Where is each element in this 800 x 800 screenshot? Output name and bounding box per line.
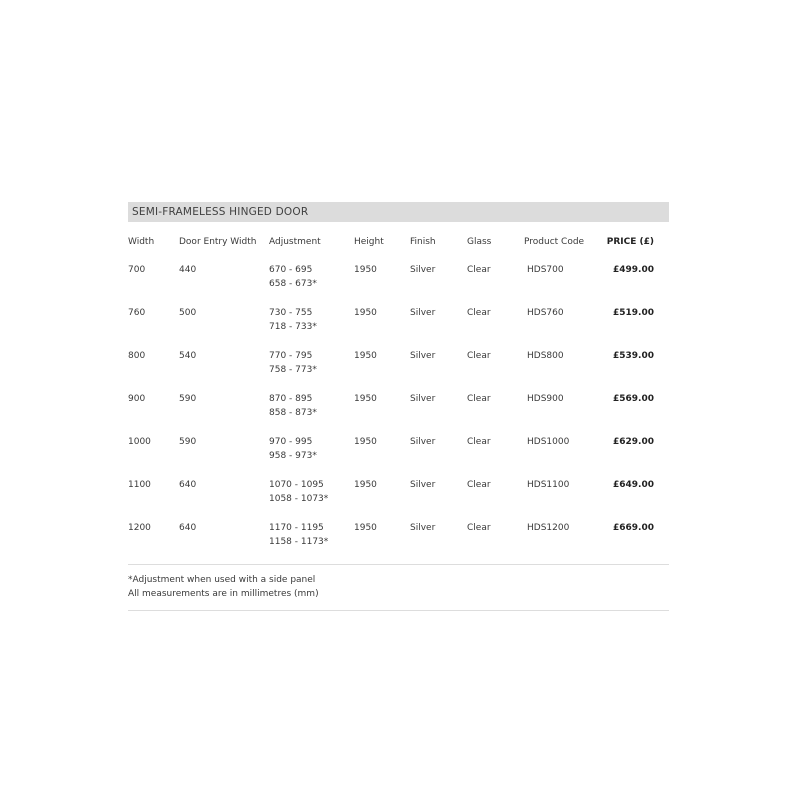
cell-product-code: HDS800 bbox=[527, 351, 564, 361]
cell-product-code: HDS700 bbox=[527, 265, 564, 275]
cell-door-entry-width: 640 bbox=[179, 480, 197, 490]
cell-door-entry-width: 640 bbox=[179, 523, 197, 533]
cell-door-entry-width: 590 bbox=[179, 437, 197, 447]
cell-height: 1950 bbox=[354, 308, 377, 318]
cell-glass: Clear bbox=[467, 265, 491, 275]
cell-finish: Silver bbox=[410, 351, 436, 361]
adjustment-range-side-panel: 718 - 733* bbox=[269, 322, 317, 332]
adjustment-range-side-panel: 758 - 773* bbox=[269, 365, 317, 375]
col-header-adjustment: Adjustment bbox=[269, 237, 321, 247]
cell-glass: Clear bbox=[467, 480, 491, 490]
cell-price: £629.00 bbox=[613, 437, 654, 447]
cell-finish: Silver bbox=[410, 480, 436, 490]
adjustment-range: 970 - 995 bbox=[269, 437, 313, 447]
cell-finish: Silver bbox=[410, 265, 436, 275]
table-row bbox=[128, 249, 669, 306]
cell-adjustment bbox=[269, 478, 354, 521]
table-row bbox=[128, 478, 669, 521]
cell-height: 1950 bbox=[354, 523, 377, 533]
cell-door-entry-width: 590 bbox=[179, 394, 197, 404]
cell-width: 760 bbox=[128, 308, 146, 318]
cell-width: 800 bbox=[128, 351, 146, 361]
cell-adjustment bbox=[269, 349, 354, 392]
adjustment-range: 1070 - 1095 bbox=[269, 480, 324, 490]
cell-price: £669.00 bbox=[613, 523, 654, 533]
cell-product-code: HDS1200 bbox=[527, 523, 570, 533]
cell-width: 700 bbox=[128, 265, 146, 275]
table-row bbox=[128, 306, 669, 349]
cell-adjustment bbox=[269, 435, 354, 478]
table-header-row bbox=[128, 235, 669, 249]
cell-price: £649.00 bbox=[613, 480, 654, 490]
cell-width: 1200 bbox=[128, 523, 151, 533]
cell-finish: Silver bbox=[410, 523, 436, 533]
cell-price: £539.00 bbox=[613, 351, 654, 361]
adjustment-range: 870 - 895 bbox=[269, 394, 313, 404]
table-row bbox=[128, 435, 669, 478]
cell-product-code: HDS1100 bbox=[527, 480, 570, 490]
col-header-product-code: Product Code bbox=[524, 237, 585, 247]
adjustment-range: 670 - 695 bbox=[269, 265, 313, 275]
section-title: SEMI-FRAMELESS HINGED DOOR bbox=[128, 202, 669, 222]
cell-height: 1950 bbox=[354, 480, 377, 490]
cell-door-entry-width: 540 bbox=[179, 351, 197, 361]
cell-price: £519.00 bbox=[613, 308, 654, 318]
adjustment-range: 730 - 755 bbox=[269, 308, 313, 318]
footnote-units: All measurements are in millimetres (mm) bbox=[128, 589, 319, 599]
table-row bbox=[128, 349, 669, 392]
cell-height: 1950 bbox=[354, 351, 377, 361]
cell-price: £499.00 bbox=[613, 265, 654, 275]
cell-glass: Clear bbox=[467, 394, 491, 404]
cell-finish: Silver bbox=[410, 308, 436, 318]
adjustment-range: 770 - 795 bbox=[269, 351, 313, 361]
col-header-finish: Finish bbox=[410, 237, 436, 247]
adjustment-range-side-panel: 958 - 973* bbox=[269, 451, 317, 461]
cell-adjustment bbox=[269, 521, 354, 564]
adjustment-range-side-panel: 1058 - 1073* bbox=[269, 494, 329, 504]
col-header-door-entry-width: Door Entry Width bbox=[179, 237, 257, 247]
cell-product-code: HDS900 bbox=[527, 394, 564, 404]
cell-glass: Clear bbox=[467, 523, 491, 533]
footnotes bbox=[128, 564, 669, 611]
adjustment-range: 1170 - 1195 bbox=[269, 523, 324, 533]
cell-height: 1950 bbox=[354, 437, 377, 447]
cell-height: 1950 bbox=[354, 265, 377, 275]
cell-height: 1950 bbox=[354, 394, 377, 404]
table-row bbox=[128, 392, 669, 435]
adjustment-range-side-panel: 1158 - 1173* bbox=[269, 537, 329, 547]
cell-product-code: HDS1000 bbox=[527, 437, 570, 447]
footnote-adjustment: *Adjustment when used with a side panel bbox=[128, 575, 316, 585]
table-row bbox=[128, 521, 669, 564]
col-header-glass: Glass bbox=[467, 237, 492, 247]
cell-product-code: HDS760 bbox=[527, 308, 564, 318]
col-header-height: Height bbox=[354, 237, 384, 247]
cell-glass: Clear bbox=[467, 308, 491, 318]
cell-door-entry-width: 500 bbox=[179, 308, 197, 318]
product-spec-panel bbox=[128, 202, 669, 611]
col-header-width: Width bbox=[128, 237, 155, 247]
cell-width: 900 bbox=[128, 394, 146, 404]
spec-table bbox=[128, 235, 669, 564]
cell-door-entry-width: 440 bbox=[179, 265, 197, 275]
cell-glass: Clear bbox=[467, 351, 491, 361]
cell-width: 1100 bbox=[128, 480, 151, 490]
cell-width: 1000 bbox=[128, 437, 151, 447]
cell-finish: Silver bbox=[410, 437, 436, 447]
adjustment-range-side-panel: 858 - 873* bbox=[269, 408, 317, 418]
adjustment-range-side-panel: 658 - 673* bbox=[269, 279, 317, 289]
cell-finish: Silver bbox=[410, 394, 436, 404]
cell-price: £569.00 bbox=[613, 394, 654, 404]
cell-glass: Clear bbox=[467, 437, 491, 447]
cell-adjustment bbox=[269, 392, 354, 435]
cell-adjustment bbox=[269, 249, 354, 306]
cell-adjustment bbox=[269, 306, 354, 349]
col-header-price: PRICE (£) bbox=[606, 237, 654, 247]
